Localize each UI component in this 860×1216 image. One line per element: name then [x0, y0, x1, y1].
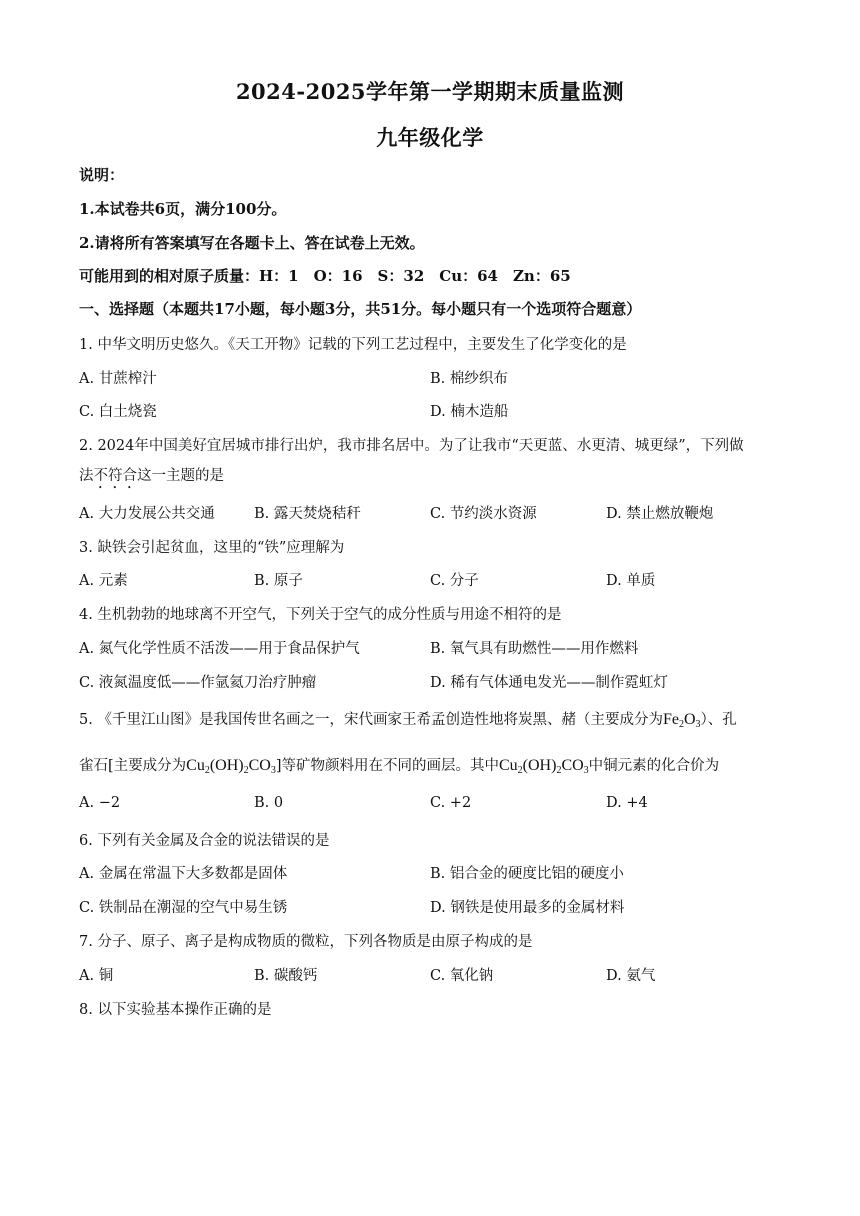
q2-stem-pre: 法 [79, 468, 94, 484]
q2-option-d: D. 禁止燃放鞭炮 [606, 506, 714, 522]
q5-option-c: C. +2 [430, 795, 472, 811]
question-7-stem: 7. 分子、原子、离子是构成物质的微粒，下列各物质是由原子构成的是 [79, 934, 533, 950]
q2-option-c: C. 节约淡水资源 [430, 506, 537, 522]
notes-item-2: 2.请将所有答案填写在各题卡上、答在试卷上无效。 [79, 234, 425, 252]
question-5-stem-line1 [79, 708, 737, 729]
q4-option-b: B. 氧气具有助燃性——用作燃料 [430, 641, 639, 657]
formula-malachite: $Cu_2(OH)_2CO_3$ [186, 757, 276, 776]
formula-fe2o3: $Fe_2O_3$ [662, 711, 701, 730]
question-6-stem: 6. 下列有关金属及合金的说法错误的是 [79, 833, 330, 849]
q5-option-b: B. 0 [254, 795, 284, 811]
question-5-stem-line2 [79, 754, 719, 775]
q3-option-c: C. 分子 [430, 573, 479, 589]
q1-option-b: B. 棉纱织布 [430, 371, 508, 387]
q2-option-b: B. 露天焚烧秸秆 [254, 506, 361, 522]
question-2-stem-line1: 2. 2024年中国美好宜居城市排行出炉，我市排名居中。为了让我市“天更蓝、水更清、城更绿”，下列做 [79, 438, 744, 454]
section-1-heading: 一、选择题（本题共17小题，每小题3分，共51分。每小题只有一个选项符合题意） [79, 300, 642, 318]
q5-line2-pre: 雀石[主要成分为 [79, 758, 187, 774]
q6-option-a: A. 金属在常温下大多数都是固体 [79, 866, 288, 882]
q4-option-a: A. 氮气化学性质不活泼——用于食品保护气 [79, 641, 360, 657]
exam-title: 2024-2025学年第一学期期末质量监测 [235, 79, 625, 104]
atomic-mass-line: 可能用到的相对原子质量：H：1 O：16 S：32 Cu：64 Zn：65 [79, 267, 571, 285]
q6-option-c: C. 铁制品在潮湿的空气中易生锈 [79, 900, 288, 916]
q7-option-b: B. 碳酸钙 [254, 968, 318, 984]
q5-line2-mid: ]等矿物颜料用在不同的画层。其中 [275, 758, 499, 774]
exam-subtitle: 九年级化学 [376, 125, 484, 150]
notes-item-1: 1.本试卷共6页，满分100分。 [79, 200, 287, 218]
q5-line2-post: 中铜元素的化合价为 [588, 758, 720, 774]
q7-option-d: D. 氨气 [606, 968, 656, 984]
q5-option-a: A. −2 [79, 795, 121, 811]
q3-option-b: B. 原子 [254, 573, 303, 589]
q6-option-d: D. 钢铁是使用最多的金属材料 [430, 900, 625, 916]
q7-option-c: C. 氧化钠 [430, 968, 494, 984]
q5-line1-post: ）、孔 [700, 712, 737, 728]
question-4-stem: 4. 生机勃勃的地球离不开空气，下列关于空气的成分性质与用途不相符的是 [79, 607, 562, 623]
q3-option-a: A. 元素 [79, 573, 128, 589]
q5-line1-pre: 5. 《千里江山图》是我国传世名画之一，宋代画家王希孟创造性地将炭黑、赭（主要成分为 [79, 712, 663, 728]
formula-malachite-2: $Cu_2(OH)_2CO_3$ [499, 757, 589, 776]
q7-option-a: A. 铜 [79, 968, 114, 984]
question-2-stem-line2 [79, 464, 224, 492]
q6-option-b: B. 铝合金的硬度比铝的硬度小 [430, 866, 624, 882]
q2-stem-post: 这一主题的是 [137, 468, 224, 484]
question-8-stem: 8. 以下实验基本操作正确的是 [79, 1002, 272, 1018]
question-3-stem: 3. 缺铁会引起贫血，这里的“铁”应理解为 [79, 540, 345, 556]
q1-option-c: C. 白土烧瓷 [79, 404, 157, 420]
q1-option-d: D. 楠木造船 [430, 404, 509, 420]
q3-option-d: D. 单质 [606, 573, 656, 589]
q1-option-a: A. 甘蔗榨汁 [79, 371, 157, 387]
q4-option-d: D. 稀有气体通电发光——制作霓虹灯 [430, 675, 668, 691]
notes-heading: 说明： [79, 166, 125, 184]
q5-option-d: D. +4 [606, 795, 648, 811]
q4-option-c: C. 液氮温度低——作氩氦刀治疗肿瘤 [79, 675, 317, 691]
question-1-stem: 1. 中华文明历史悠久。《天工开物》记载的下列工艺过程中，主要发生了化学变化的是 [79, 337, 627, 353]
q2-option-a: A. 大力发展公共交通 [79, 506, 215, 522]
q2-stem-emphasis: 不符合 [93, 468, 137, 484]
